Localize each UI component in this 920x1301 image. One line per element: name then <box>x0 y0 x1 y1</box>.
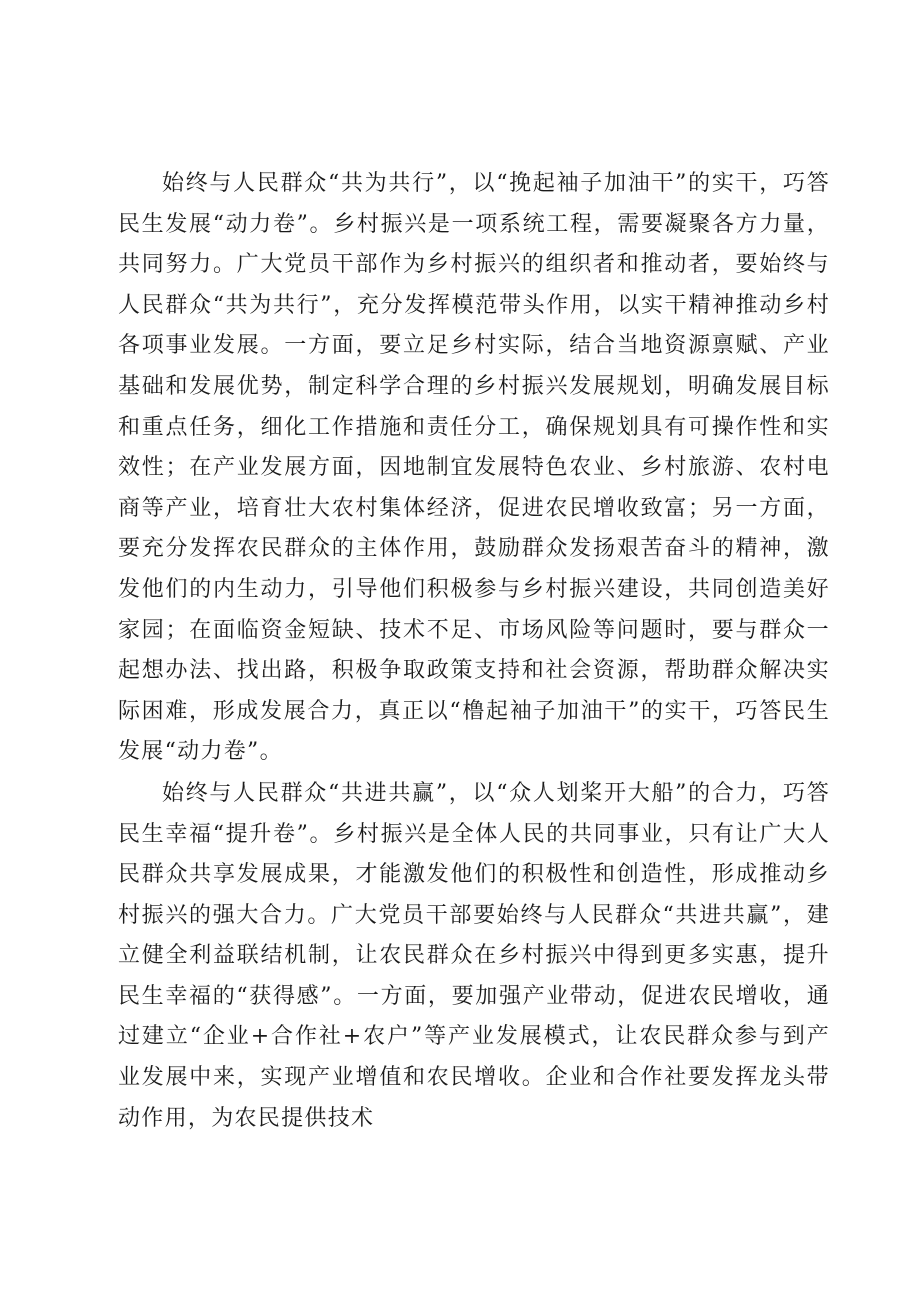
paragraph-2: 始终与人民群众“共进共赢”，以“众人划桨开大船”的合力，巧答民生幸福“提升卷”。乡村振兴是全体人民的共同事业，只有让广大人民群众共享发展成果，才能激发他们的积极性和创造性，形成推动乡村振兴的强大合力。广大党员干部要始终与人民群众“共进共赢”，建立健全利益联结机制，让农民群众在乡村振兴中得到更多实惠，提升民生幸福的“获得感”。一方面，要加强产业带动，促进农民增收，通过建立“企业+合作社+农户”等产业发展模式，让农民群众参与到产业发展中来，实现产业增值和农民增收。企业和合作社要发挥龙头带动作用，为农民提供技术 <box>118 780 830 1131</box>
document-body <box>118 164 830 1139</box>
paragraph-1: 始终与人民群众“共为共行”，以“挽起袖子加油干”的实干，巧答民生发展“动力卷”。乡村振兴是一项系统工程，需要凝聚各方力量，共同努力。广大党员干部作为乡村振兴的组织者和推动者，要始终与人民群众“共为共行”，充分发挥模范带头作用，以实干精神推动乡村各项事业发展。一方面，要立足乡村实际，结合当地资源禀赋、产业基础和发展优势，制定科学合理的乡村振兴发展规划，明确发展目标和重点任务，细化工作措施和责任分工，确保规划具有可操作性和实效性；在产业发展方面，因地制宜发展特色农业、乡村旅游、农村电商等产业，培育壮大农村集体经济，促进农民增收致富；另一方面，要充分发挥农民群众的主体作用，鼓励群众发扬艰苦奋斗的精神，激发他们的内生动力，引导他们积极参与乡村振兴建设，共同创造美好家园；在面临资金短缺、技术不足、市场风险等问题时，要与群众一起想办法、找出路，积极争取政策支持和社会资源，帮助群众解决实际困难，形成发展合力，真正以“橹起袖子加油干”的实干，巧答民生发展“动力卷”。 <box>118 171 830 765</box>
